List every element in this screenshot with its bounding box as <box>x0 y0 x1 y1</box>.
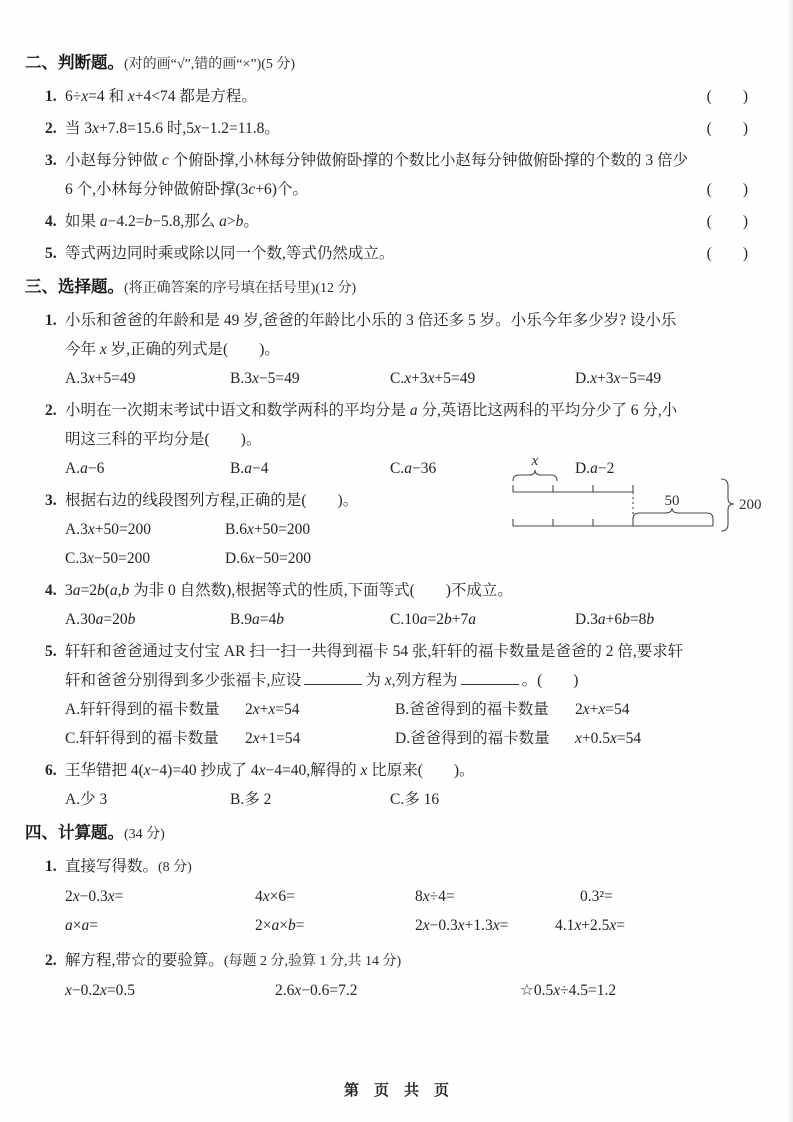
choice-q5 <box>25 637 748 753</box>
option-a: A.30a=20b <box>65 611 136 628</box>
option-a: A.a−6 <box>65 460 105 477</box>
calc-sub2 <box>25 946 748 1005</box>
option-c: C.10a=2b+7a <box>390 611 476 628</box>
question-text: 等式两边同时乘或除以同一个数,等式仍然成立。 <box>65 245 395 262</box>
option-b: B.3x−5=49 <box>230 370 300 387</box>
option-a: A.轩轩得到的福卡数量 2x+x=54 <box>65 701 300 718</box>
expression: 4x×6= <box>255 888 295 905</box>
choice-q4 <box>25 576 748 634</box>
choice-q6 <box>25 756 748 814</box>
option-a: A.3x+50=200 <box>65 521 151 538</box>
option-a: A.3x+5=49 <box>65 370 136 387</box>
section-calc-header <box>25 818 748 849</box>
page-footer: 第 页 共 页 <box>343 1082 449 1099</box>
question-text: 根据右边的线段图列方程,正确的是( )。 <box>65 492 359 509</box>
expression: 0.3²= <box>580 888 613 905</box>
question-number: 6. <box>45 762 57 779</box>
choice-q1 <box>25 306 748 393</box>
question-number: 3. <box>45 152 57 169</box>
question-text: 3a=2b(a,b 为非 0 自然数),根据等式的性质,下面等式( )不成立。 <box>65 582 513 599</box>
judge-item-4 <box>25 207 748 236</box>
diagram-50-label: 50 <box>664 493 680 509</box>
judge-item-1 <box>25 82 748 111</box>
judge-item-3-line2 <box>65 175 748 204</box>
question-text: 小赵每分钟做 c 个俯卧撑,小林每分钟做俯卧撑的个数比小赵每分钟做俯卧撑的个数的 3 倍少 <box>65 152 689 169</box>
segment-diagram <box>493 448 773 548</box>
expression: 4.1x+2.5x= <box>555 917 626 934</box>
question-text: 轩和爸爸分别得到多少张福卡,应设 为 x,列方程为 。( ) <box>65 672 579 689</box>
answer-bracket: ( ) <box>706 120 748 137</box>
section-choice-note: (将正确答案的序号填在括号里)(12 分) <box>124 281 357 296</box>
calc-sub1 <box>25 852 748 940</box>
mental-math-row-2 <box>65 911 748 940</box>
question-number: 3. <box>45 492 57 509</box>
option-b: B.6x+50=200 <box>225 521 311 538</box>
option-a: A.少 3 <box>65 791 108 808</box>
question-number: 2. <box>45 120 57 137</box>
scan-edge-shadow <box>787 0 793 1122</box>
question-text: 当 3x+7.8=15.6 时,5x−1.2=11.8。 <box>65 120 280 137</box>
section-judge-note: (对的画“√”,错的画“×”)(5 分) <box>124 57 296 72</box>
option-c: C.a−36 <box>390 460 437 477</box>
option-c: C.3x−50=200 <box>65 550 151 567</box>
question-text: 如果 a−4.2=b−5.8,那么 a>b。 <box>65 213 259 230</box>
option-c: C.轩轩得到的福卡数量 2x+1=54 <box>65 730 301 747</box>
expression: a×a= <box>65 917 98 934</box>
option-b: B.多 2 <box>230 791 272 808</box>
section-judge-header <box>25 48 748 79</box>
section-calc-title: 四、计算题。 <box>25 823 124 842</box>
question-number: 2. <box>45 402 57 419</box>
expression: 2x−0.3x+1.3x= <box>415 917 509 934</box>
diagram-x-label: x <box>531 453 539 469</box>
question-text: 解方程,带☆的要验算。(每题 2 分,验算 1 分,共 14 分) <box>65 952 402 969</box>
question-number: 5. <box>45 643 57 660</box>
question-text: 6÷x=4 和 x+4<74 都是方程。 <box>65 88 257 105</box>
question-text: 直接写得数。(8 分) <box>65 858 192 875</box>
question-number: 1. <box>45 312 57 329</box>
judge-item-5 <box>25 239 748 268</box>
equation: x−0.2x=0.5 <box>65 982 136 999</box>
blank-underline <box>304 670 362 685</box>
option-d: D.6x−50=200 <box>225 550 311 567</box>
option-d: D.a−2 <box>575 460 615 477</box>
question-text: 小乐和爸爸的年龄和是 49 岁,爸爸的年龄比小乐的 3 倍还多 5 岁。小乐今年多少岁? 设小乐 <box>65 312 677 329</box>
section-choice-header <box>25 272 748 303</box>
question-number: 5. <box>45 245 57 262</box>
question-text: 明这三科的平均分是( )。 <box>65 431 262 448</box>
answer-bracket: ( ) <box>706 213 748 230</box>
answer-bracket: ( ) <box>706 245 748 262</box>
blank-underline <box>461 670 519 685</box>
expression: 2x−0.3x= <box>65 888 124 905</box>
option-c: C.多 16 <box>390 791 440 808</box>
expression: 2×a×b= <box>255 917 305 934</box>
section-choice-title: 三、选择题。 <box>25 277 124 296</box>
option-b: B.a−4 <box>230 460 269 477</box>
question-text: 小明在一次期末考试中语文和数学两科的平均分是 a 分,英语比这两科的平均分少了 6 分,小 <box>65 402 678 419</box>
mental-math-row-1 <box>65 882 748 911</box>
judge-item-3 <box>25 146 748 175</box>
question-number: 4. <box>45 213 57 230</box>
answer-bracket: ( ) <box>706 88 748 105</box>
equation: 2.6x−0.6=7.2 <box>275 982 358 999</box>
equations-row <box>65 976 748 1005</box>
expression: 8x÷4= <box>415 888 455 905</box>
question-number: 4. <box>45 582 57 599</box>
diagram-200-label: 200 <box>739 497 762 513</box>
question-number: 1. <box>45 88 57 105</box>
answer-bracket: ( ) <box>706 181 748 198</box>
question-number: 1. <box>45 858 57 875</box>
question-number: 2. <box>45 952 57 969</box>
section-judge-title: 二、判断题。 <box>25 53 124 72</box>
judge-item-2 <box>25 114 748 143</box>
question-text: 6 个,小林每分钟做俯卧撑(3c+6)个。 <box>65 181 308 198</box>
option-d: D.爸爸得到的福卡数量 x+0.5x=54 <box>395 730 642 747</box>
section-calc-note: (34 分) <box>124 827 165 842</box>
option-d: D.3a+6b=8b <box>575 611 655 628</box>
option-d: D.x+3x−5=49 <box>575 370 662 387</box>
question-text: 今年 x 岁,正确的列式是( )。 <box>65 341 280 358</box>
option-c: C.x+3x+5=49 <box>390 370 476 387</box>
option-b: B.9a=4b <box>230 611 284 628</box>
question-text: 轩轩和爸爸通过支付宝 AR 扫一扫一共得到福卡 54 张,轩轩的福卡数量是爸爸的 2 倍,要求轩 <box>65 643 684 660</box>
option-b: B.爸爸得到的福卡数量 2x+x=54 <box>395 701 630 718</box>
equation: ☆0.5x÷4.5=1.2 <box>520 982 617 999</box>
question-text: 王华错把 4(x−4)=40 抄成了 4x−4=40,解得的 x 比原来( )。 <box>65 762 475 779</box>
